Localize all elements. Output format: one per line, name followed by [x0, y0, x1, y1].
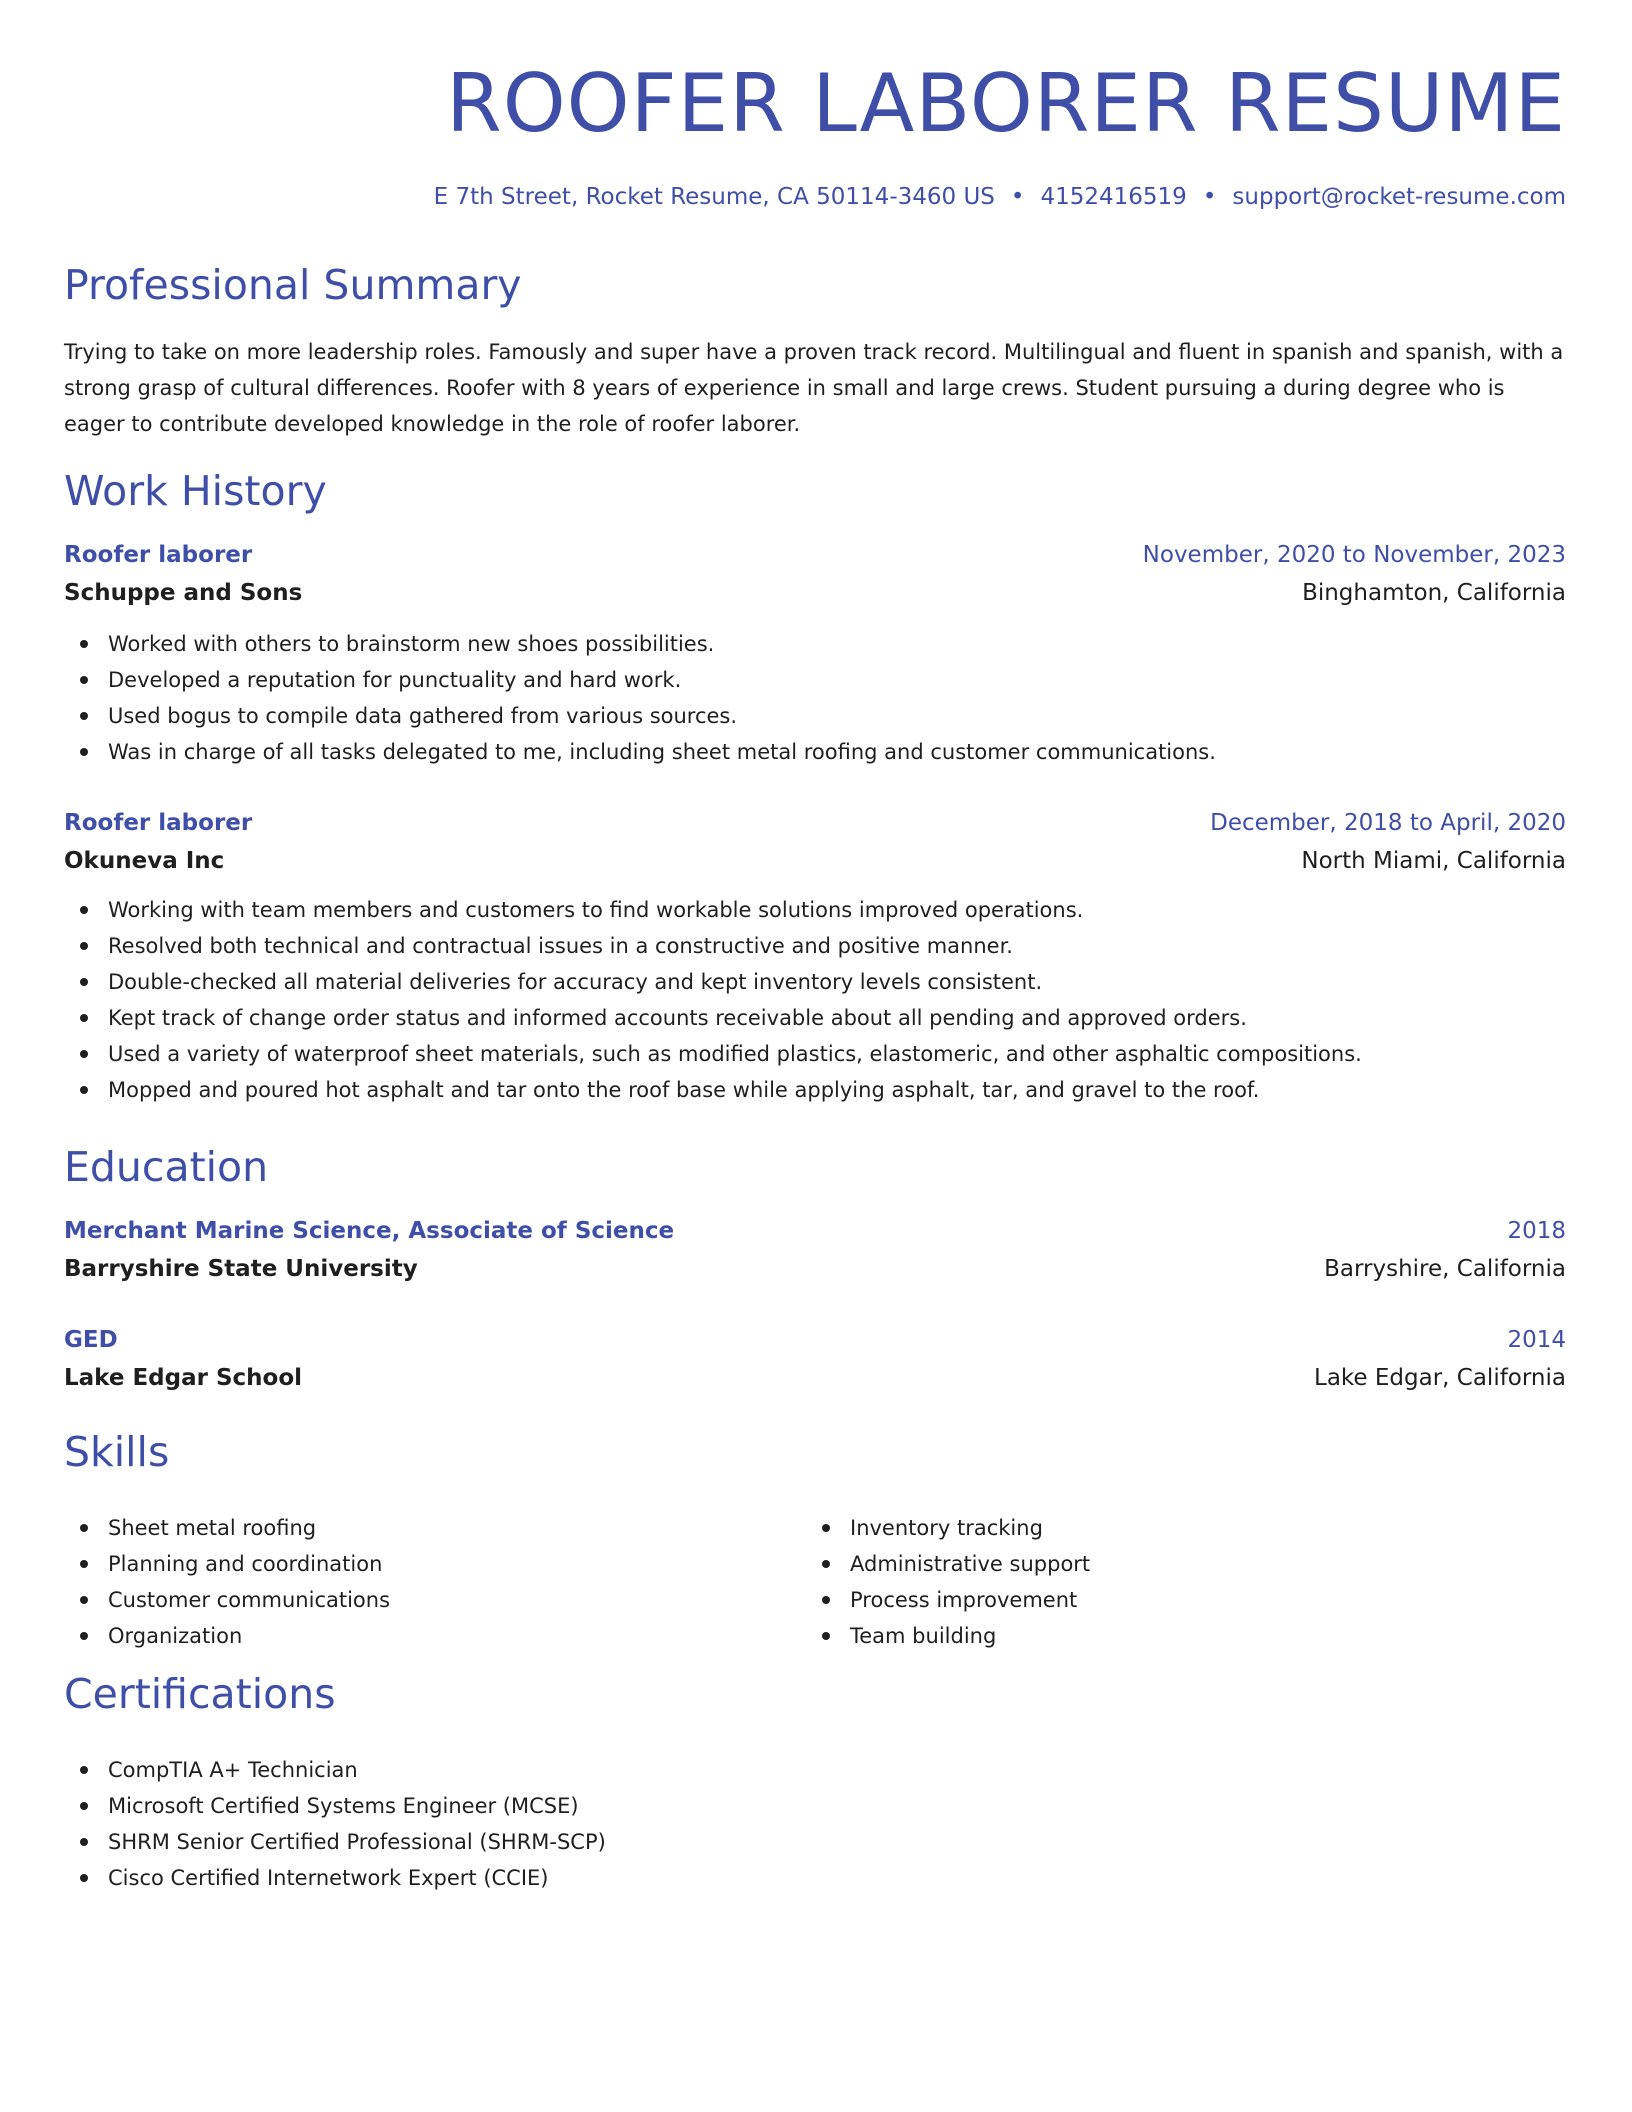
certification-item: Cisco Certified Internetwork Expert (CCIE) — [64, 1860, 606, 1896]
education-entry — [64, 1321, 1566, 1397]
job-location: Binghamton, California — [1302, 580, 1566, 606]
certification-item: Microsoft Certified Systems Engineer (MCSE) — [64, 1788, 606, 1824]
skill-item: Team building — [806, 1618, 1090, 1654]
job-bullet: Kept track of change order status and informed accounts receivable about all pending and approved orders. — [64, 1000, 1566, 1036]
job-employer-row — [64, 574, 1566, 612]
job-bullet: Double-checked all material deliveries for accuracy and kept inventory levels consistent. — [64, 964, 1566, 1000]
certification-item: CompTIA A+ Technician — [64, 1752, 606, 1788]
education-school: Lake Edgar School — [64, 1365, 303, 1391]
skill-item: Process improvement — [806, 1582, 1090, 1618]
skill-item: Sheet metal roofing — [64, 1510, 390, 1546]
job-employer: Okuneva Inc — [64, 848, 225, 874]
job-entry — [64, 804, 1566, 1108]
job-bullet: Used bogus to compile data gathered from various sources. — [64, 698, 1566, 734]
skill-item: Administrative support — [806, 1546, 1090, 1582]
job-title: Roofer laborer — [64, 542, 253, 568]
education-year: 2014 — [1507, 1327, 1566, 1353]
skill-item: Organization — [64, 1618, 390, 1654]
contact-phone: 4152416519 — [1040, 184, 1187, 210]
education-heading: Education — [64, 1143, 269, 1191]
job-header-row — [64, 804, 1566, 842]
resume-title: ROOFER LABORER RESUME — [446, 57, 1566, 150]
education-school: Barryshire State University — [64, 1256, 418, 1282]
job-employer: Schuppe and Sons — [64, 580, 303, 606]
job-header-row — [64, 536, 1566, 574]
job-bullet: Developed a reputation for punctuality and hard work. — [64, 662, 1566, 698]
job-employer-row — [64, 842, 1566, 880]
education-entry — [64, 1212, 1566, 1288]
summary-text: Trying to take on more leadership roles. Famously and super have a proven track record. Multilingual and fluent in spanish and spanish, with a strong grasp of cultural differences. Roofer with 8 years of experience in small and large crews. Student pursuing a during degree who is eager to contribute developed knowledge in the role of roofer laborer. — [64, 340, 1564, 436]
summary-heading: Professional Summary — [64, 261, 522, 309]
skill-item: Planning and coordination — [64, 1546, 390, 1582]
education-school-row — [64, 1250, 1566, 1288]
skills-column-left — [64, 1510, 390, 1654]
certifications-list — [64, 1752, 606, 1896]
job-dates: December, 2018 to April, 2020 — [1210, 810, 1566, 836]
skills-column-right — [806, 1510, 1090, 1654]
education-degree: GED — [64, 1327, 118, 1353]
job-entry — [64, 536, 1566, 770]
job-dates: November, 2020 to November, 2023 — [1142, 542, 1566, 568]
contact-separator: • — [1010, 184, 1025, 210]
skill-item: Customer communications — [64, 1582, 390, 1618]
job-location: North Miami, California — [1301, 848, 1566, 874]
skill-item: Inventory tracking — [806, 1510, 1090, 1546]
work-history-heading: Work History — [64, 467, 327, 515]
education-location: Barryshire, California — [1324, 1256, 1566, 1282]
education-header-row — [64, 1321, 1566, 1359]
certification-item: SHRM Senior Certified Professional (SHRM-SCP) — [64, 1824, 606, 1860]
education-year: 2018 — [1507, 1218, 1566, 1244]
contact-line — [434, 180, 1566, 214]
education-degree: Merchant Marine Science, Associate of Science — [64, 1218, 675, 1244]
job-bullets — [64, 626, 1566, 770]
skills-heading: Skills — [64, 1428, 170, 1476]
job-bullet: Was in charge of all tasks delegated to me, including sheet metal roofing and customer communications. — [64, 734, 1566, 770]
job-bullet: Working with team members and customers to find workable solutions improved operations. — [64, 892, 1566, 928]
job-bullet: Used a variety of waterproof sheet materials, such as modified plastics, elastomeric, and other asphaltic compositions. — [64, 1036, 1566, 1072]
job-bullet: Worked with others to brainstorm new shoes possibilities. — [64, 626, 1566, 662]
contact-email: support@rocket-resume.com — [1232, 184, 1566, 210]
contact-separator: • — [1202, 184, 1217, 210]
job-title: Roofer laborer — [64, 810, 253, 836]
contact-address: E 7th Street, Rocket Resume, CA 50114-3460 US — [433, 184, 995, 210]
education-school-row — [64, 1359, 1566, 1397]
job-bullet: Mopped and poured hot asphalt and tar onto the roof base while applying asphalt, tar, and gravel to the roof. — [64, 1072, 1566, 1108]
job-bullets — [64, 892, 1566, 1108]
education-header-row — [64, 1212, 1566, 1250]
certifications-heading: Certifications — [64, 1670, 336, 1718]
job-bullet: Resolved both technical and contractual issues in a constructive and positive manner. — [64, 928, 1566, 964]
education-location: Lake Edgar, California — [1314, 1365, 1566, 1391]
